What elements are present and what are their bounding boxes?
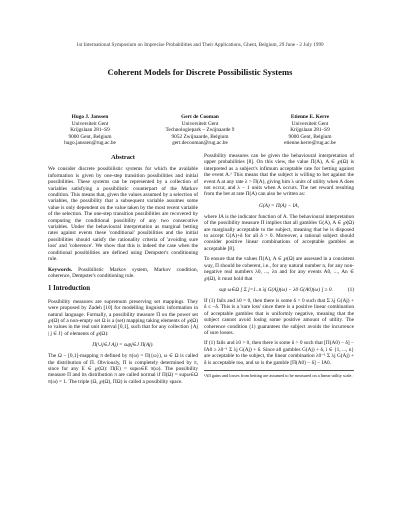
author-3	[260, 114, 360, 147]
author-email[interactable]: hugo.janssen@rug.ac.be	[64, 140, 116, 147]
right-paragraph-5: If (1) fails and λ0 > 0, then there is some δ > 0 such that [Π(A0) − δ] − IA0 ≥ λ0⁻¹ Σ λj G(Aj) + δ. Since all gambles G(Aj) + δ, i ∈ {1, ..., n} are acceptable to the subject, the linear combination λ0⁻¹ Σ λj G(Aj) + δ is acceptable too, and so is the gamble [Π(A0) − δ] − IA0.	[204, 340, 354, 366]
author-name: Hugo J. Janssen	[71, 114, 109, 120]
coherence-formula	[204, 286, 354, 294]
introduction-heading: 1 Introduction	[48, 285, 90, 293]
author-email[interactable]: gert.decooman@rug.ac.be	[172, 140, 228, 147]
right-column	[204, 153, 354, 378]
author-address: Technologiepark – Zwijnaarde 9	[165, 127, 235, 134]
author-affiliation: Universiteit Gent	[181, 120, 219, 127]
author-affiliation: Universiteit Gent	[71, 120, 109, 127]
keywords-text: Possibilistic Markov system, Markov condition, coherence, Dempster's conditioning rule.	[48, 266, 198, 279]
author-name: Gert de Cooman	[181, 114, 219, 120]
right-paragraph-1: Possibility measures can be given the behavioural interpretation of upper probabilities [8]. On this view, the value Π(A), A ∈ ℘(Ω) is interpreted as a subject's infimum acceptable rate for betting against the event A.¹ This means that the subject is willing to bet against the event A at any rate λ > Π(A), giving him λ units of utility when A does not occur, and λ − 1 units when A occurs. The net reward resulting from the bet at rate Π(A) can also be written as:	[204, 153, 354, 198]
author-email[interactable]: etienne.kerre@rug.ac.be	[284, 140, 336, 147]
paper-title: Coherent Models for Discrete Possibilistic Systems	[107, 67, 293, 77]
keywords-label: Keywords.	[48, 266, 73, 273]
right-paragraph-2: where IA is the indicator function of A. The behavioural interpretation of the possibility measure Π implies that all gambles G(A), A ∈ ℘(Ω) are marginally acceptable to the subject, meaning that he is disposed to accept G(A)+δ for all δ > 0. Moreover, a rational subject should consider positive linear combinations of acceptable gambles as acceptable [8].	[204, 213, 354, 252]
gamble-formula: G(A) = Π(A) − IA,	[259, 202, 299, 209]
keywords	[48, 267, 198, 280]
coherence-formula-body: sup ω∈Ω [ Σ j=1..n λj G(Aj)(ω) − λ0 G(A0)(ω) ] ≥ 0.	[218, 286, 333, 293]
intro-paragraph-1: Possibility measures are supremum preserving set mappings. They were proposed by Zadeh [10] for modelling linguistic information in natural language. Formally, a possibility measure Π on the power set ℘(Ω) of a non-empty set Ω is a (set) mapping taking elements of ℘(Ω) to values in the real unit interval [0,1], such that for any collection {Aj | j ∈ J} of elements of ℘(Ω):	[48, 298, 198, 337]
author-city: 9052 Zwijnaarde, Belgium	[171, 133, 229, 140]
equation-number: (1)	[347, 286, 354, 293]
author-address: Krijgslaan 281–S9	[290, 127, 330, 134]
author-name: Etienne E. Kerre	[290, 114, 330, 120]
author-address: Krijgslaan 281–S9	[70, 127, 110, 134]
abstract-heading: Abstract	[111, 154, 135, 161]
footnote: ¹All gains and losses from betting are assumed to be measured on a linear utility scale.	[204, 370, 354, 378]
right-paragraph-4: If (1) fails and λ0 = 0, then there is some δ > 0 such that Σ λj G(Aj) + δ ≤ −δ. This is a 'sure loss' since there is a positive linear combination of acceptable gambles that is uniformly negative, meaning that the subject cannot avoid losing some positive amount of utility. The coherence condition (1) guarantees the subject avoids the incurrence of sure losses.	[204, 297, 354, 336]
author-city: 9000 Gent, Belgium	[288, 133, 332, 140]
conference-header: 1st International Symposium on Imprecise Probabilities and Their Applications, Ghent, Belgium, 29 June - 2 July 1999	[76, 42, 324, 48]
author-city: 9000 Gent, Belgium	[68, 133, 112, 140]
author-1	[40, 114, 140, 147]
right-paragraph-3: To ensure that the values Π(A), A ∈ ℘(Ω) are assessed in a consistent way, Π should be coherent, i.e., for any natural number n, for any non-negative real numbers λ0, ..., λn and for any events A0, ..., An ∈ ℘(Ω), it must hold that	[204, 256, 354, 282]
left-column	[48, 152, 198, 389]
intro-paragraph-2: The Ω − [0,1]-mapping π defined by π(ω) = Π({ω}), ω ∈ Ω is called the distribution of Π. Obviously, Π is completely determined by π, since for any E ∈ ℘(Ω): Π(E) = supω∈E π(ω). The possibility measure Π and its distribution π are called normal if Π(Ω) = supω∈Ω π(ω) = 1. The triple (Ω, ℘(Ω), ΠΩ) is called a possibility space.	[48, 353, 198, 385]
author-block	[40, 114, 360, 147]
abstract-text: We consider discrete possibilistic systems for which the available information is given by one-step transition possibilities and initial possibilities. These systems can be represented by a collection of variables satisfying a possibilistic counterpart of the Markov condition. This means that, given the values assumed by a selection of variables, the possibility that a subsequent variable assumes some value is only dependent on the value taken by the most recent variable of the selection. The one-step transition possibilities are recovered by computing the conditional possibility of any two consecutive variables. Under the behavioural interpretation as marginal betting rates against events these 'conditional' possibilities and the initial possibilities should satisfy the rationality criteria of 'avoiding sure loss' and 'coherence'. We show that this is indeed the case when the conditional possibilities are defined using Dempster's conditioning rule.	[48, 166, 198, 263]
supremum-formula: Π(∪j∈J Aj) = supj∈J Π(Aj).	[92, 342, 154, 349]
author-2	[150, 114, 250, 147]
author-affiliation: Universiteit Gent	[291, 120, 329, 127]
